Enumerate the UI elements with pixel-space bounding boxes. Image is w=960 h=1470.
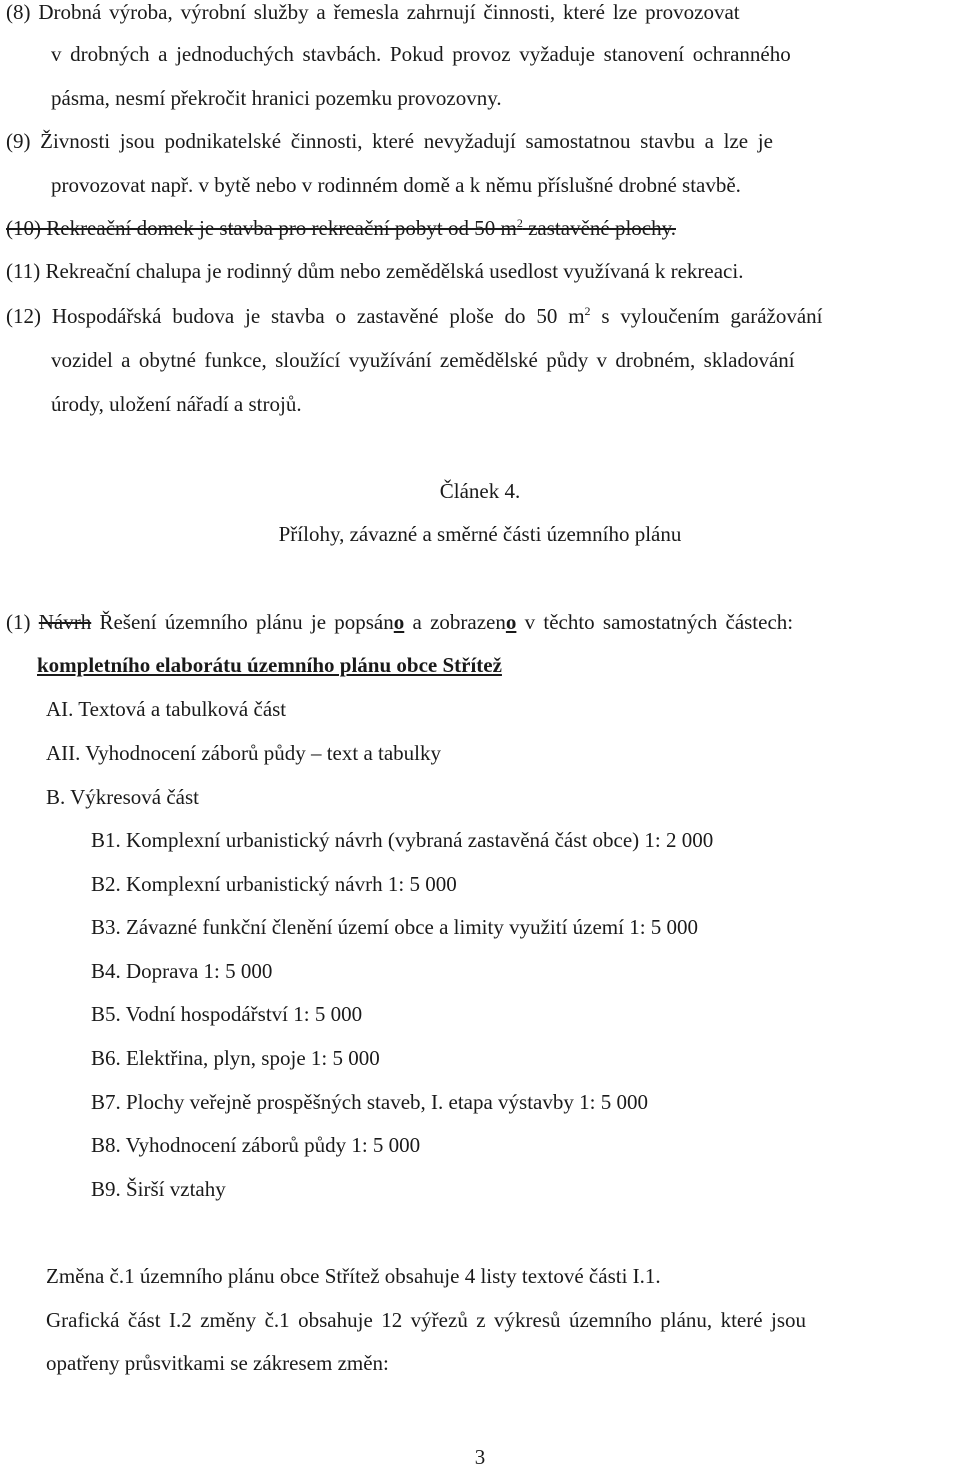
paragraph-12-line-3: úrody, uložení nářadí a strojů. (51, 392, 302, 416)
paragraph-12-line-1 (6, 304, 823, 328)
article-paragraph-1-text-1: Řešení územního plánu je popsán (91, 610, 394, 634)
paragraph-10-struck (6, 216, 676, 240)
article-paragraph-1-line-1 (6, 610, 793, 634)
article-title: Přílohy, závazné a směrné části územního plánu (278, 522, 682, 546)
change-line-1: Změna č.1 územního plánu obce Střítež obsahuje 4 listy textové části I.1. (46, 1264, 661, 1288)
drawing-item-b3: B3. Závazné funkční členění území obce a limity využití území 1: 5 000 (91, 915, 699, 939)
article-paragraph-1-bold-line: kompletního elaborátu územního plánu obce Střítež (37, 653, 502, 677)
drawing-item-b6: B6. Elektřina, plyn, spoje 1: 5 000 (91, 1046, 380, 1070)
struck-word: Návrh (38, 610, 92, 634)
paragraph-11-line-1: (11) Rekreační chalupa je rodinný dům nebo zemědělská usedlost využívaná k rekreaci. (6, 259, 744, 283)
change-line-2: Grafická část I.2 změny č.1 obsahuje 12 výřezů z výkresů územního plánu, které jsou (46, 1308, 807, 1332)
paragraph-12-text-end: s vyloučením garážování (590, 304, 823, 328)
paragraph-12-superscript: 2 (584, 304, 591, 318)
paragraph-12-line-2: vozidel a obytné funkce, sloužící využívání zemědělské půdy v drobném, skladování (51, 348, 795, 372)
article-number: Článek 4. (439, 479, 521, 503)
drawing-item-b7: B7. Plochy veřejně prospěšných staveb, I. etapa výstavby 1: 5 000 (91, 1090, 648, 1114)
paragraph-9-line-2: provozovat např. v bytě nebo v rodinném domě a k němu příslušné drobné stavbě. (51, 173, 741, 197)
drawing-item-b4: B4. Doprava 1: 5 000 (91, 959, 273, 983)
drawing-item-b5: B5. Vodní hospodářství 1: 5 000 (91, 1002, 363, 1026)
paragraph-8-line-2: v drobných a jednoduchých stavbách. Pokud provoz vyžaduje stanovení ochranného (51, 42, 791, 66)
paragraph-12-text: (12) Hospodářská budova je stavba o zastavěné ploše do 50 m (6, 304, 585, 328)
underlined-letter-1: o (393, 610, 405, 634)
part-item-ai: AI. Textová a tabulková část (46, 697, 287, 721)
part-item-aii: AII. Vyhodnocení záborů půdy – text a tabulky (46, 741, 442, 765)
drawing-item-b9: B9. Širší vztahy (91, 1177, 226, 1201)
paragraph-8-line-1: (8) Drobná výroba, výrobní služby a řemesla zahrnují činnosti, které lze provozovat (6, 0, 740, 24)
paragraph-10-text-end: zastavěné plochy. (522, 216, 676, 240)
drawing-item-b1: B1. Komplexní urbanistický návrh (vybraná zastavěná část obce) 1: 2 000 (91, 828, 714, 852)
drawing-item-b2: B2. Komplexní urbanistický návrh 1: 5 000 (91, 872, 457, 896)
page-number: 3 (474, 1445, 486, 1469)
paragraph-9-line-1: (9) Živnosti jsou podnikatelské činnosti, které nevyžadují samostatnou stavbu a lze je (6, 129, 773, 153)
paragraph-10-text: (10) Rekreační domek je stavba pro rekreační pobyt od 50 m (6, 216, 517, 240)
paragraph-8-line-3: pásma, nesmí překročit hranici pozemku provozovny. (51, 86, 502, 110)
change-line-3: opatřeny průsvitkami se zákresem změn: (46, 1351, 389, 1375)
underlined-letter-2: o (505, 610, 517, 634)
paragraph-10-superscript: 2 (516, 216, 523, 230)
article-paragraph-1-prefix: (1) (6, 610, 39, 634)
part-item-b: B. Výkresová část (46, 785, 199, 809)
drawing-item-b8: B8. Vyhodnocení záborů půdy 1: 5 000 (91, 1133, 421, 1157)
article-paragraph-1-text-2: a zobrazen (404, 610, 506, 634)
article-paragraph-1-text-3: v těchto samostatných částech: (516, 610, 794, 634)
